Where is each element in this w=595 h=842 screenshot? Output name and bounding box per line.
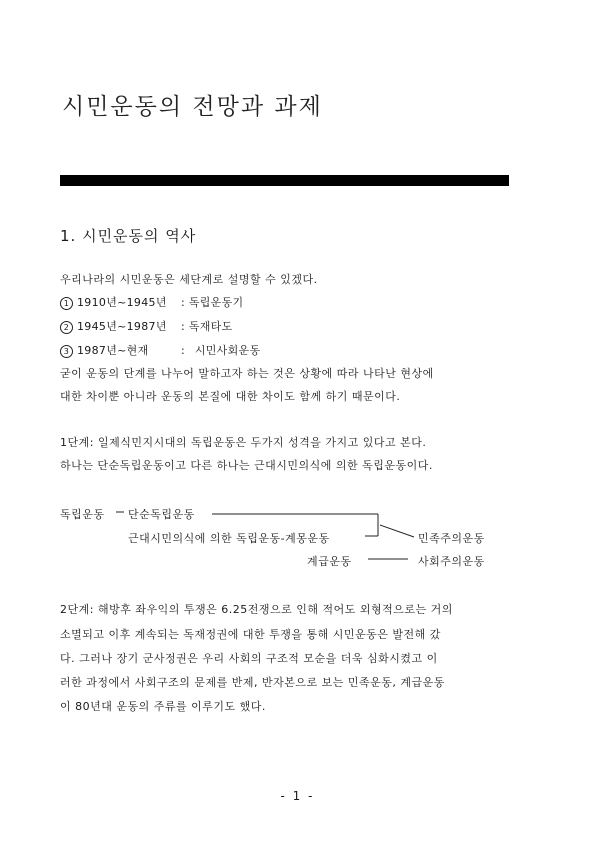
paragraph-line: 하나는 단순독립운동이고 다른 하나는 근대시민의식에 의한 독립운동이다. bbox=[60, 459, 433, 472]
stage-date: 1987년~현재 bbox=[77, 344, 149, 357]
stage-date: 1910년~1945년 bbox=[77, 296, 167, 309]
page-number: - 1 - bbox=[280, 789, 315, 803]
paragraph-line: 2단계: 해방후 좌우익의 투쟁은 6.25전쟁으로 인해 적어도 외형적으로는 거의 bbox=[60, 603, 453, 616]
stage-separator: : bbox=[181, 344, 186, 357]
diagram-node-nationalist: 민족주의운동 bbox=[418, 532, 485, 545]
diagram-node-modern: 근대시민의식에 의한 독립운동-계몽운동 bbox=[128, 532, 330, 545]
diagram-node-class: 계급운동 bbox=[307, 555, 352, 568]
intro-text: 우리나라의 시민운동은 세단계로 설명할 수 있겠다. bbox=[60, 273, 318, 286]
paragraph-line: 러한 과정에서 사회구조의 문제를 반제, 반자본으로 보는 민족운동, 계급운동 bbox=[60, 676, 445, 689]
circled-number: 3 bbox=[60, 345, 73, 358]
paragraph-line: 1단계: 일제식민지시대의 독립운동은 두가지 성격을 가지고 있다고 본다. bbox=[60, 436, 427, 449]
document-title: 시민운동의 전망과 과제 bbox=[62, 94, 323, 120]
paragraph-line: 굳이 운동의 단계를 나누어 말하고자 하는 것은 상황에 따라 나타난 현상에 bbox=[60, 367, 434, 380]
paragraph-line: 다. 그러나 장기 군사정권은 우리 사회의 구조적 모순을 더욱 심화시켰고 이 bbox=[60, 652, 438, 665]
stage-label: 시민사회운동 bbox=[194, 344, 261, 357]
paragraph-line: 대한 차이뿐 아니라 운동의 본질에 대한 차이도 함께 하기 때문이다. bbox=[60, 390, 401, 403]
diagram-node-simple: 단순독립운동 bbox=[128, 508, 195, 521]
diagram-node-independence: 독립운동 bbox=[60, 508, 105, 521]
stage-label: 독재타도 bbox=[188, 320, 233, 333]
stage-date: 1945년~1987년 bbox=[77, 320, 167, 333]
circled-number: 1 bbox=[60, 297, 73, 310]
stage-separator: : bbox=[181, 320, 186, 333]
stage-label: 독립운동기 bbox=[188, 296, 244, 309]
stage-separator: : bbox=[181, 296, 186, 309]
paragraph-line: 소멸되고 이후 계속되는 독재정권에 대한 투쟁을 통해 시민운동은 발전해 갔 bbox=[60, 628, 441, 641]
circled-number: 2 bbox=[60, 321, 73, 334]
section-heading: 1. 시민운동의 역사 bbox=[60, 227, 197, 245]
paragraph-line: 이 80년대 운동의 주류를 이루기도 했다. bbox=[60, 700, 266, 713]
diagram-node-socialist: 사회주의운동 bbox=[418, 555, 485, 568]
